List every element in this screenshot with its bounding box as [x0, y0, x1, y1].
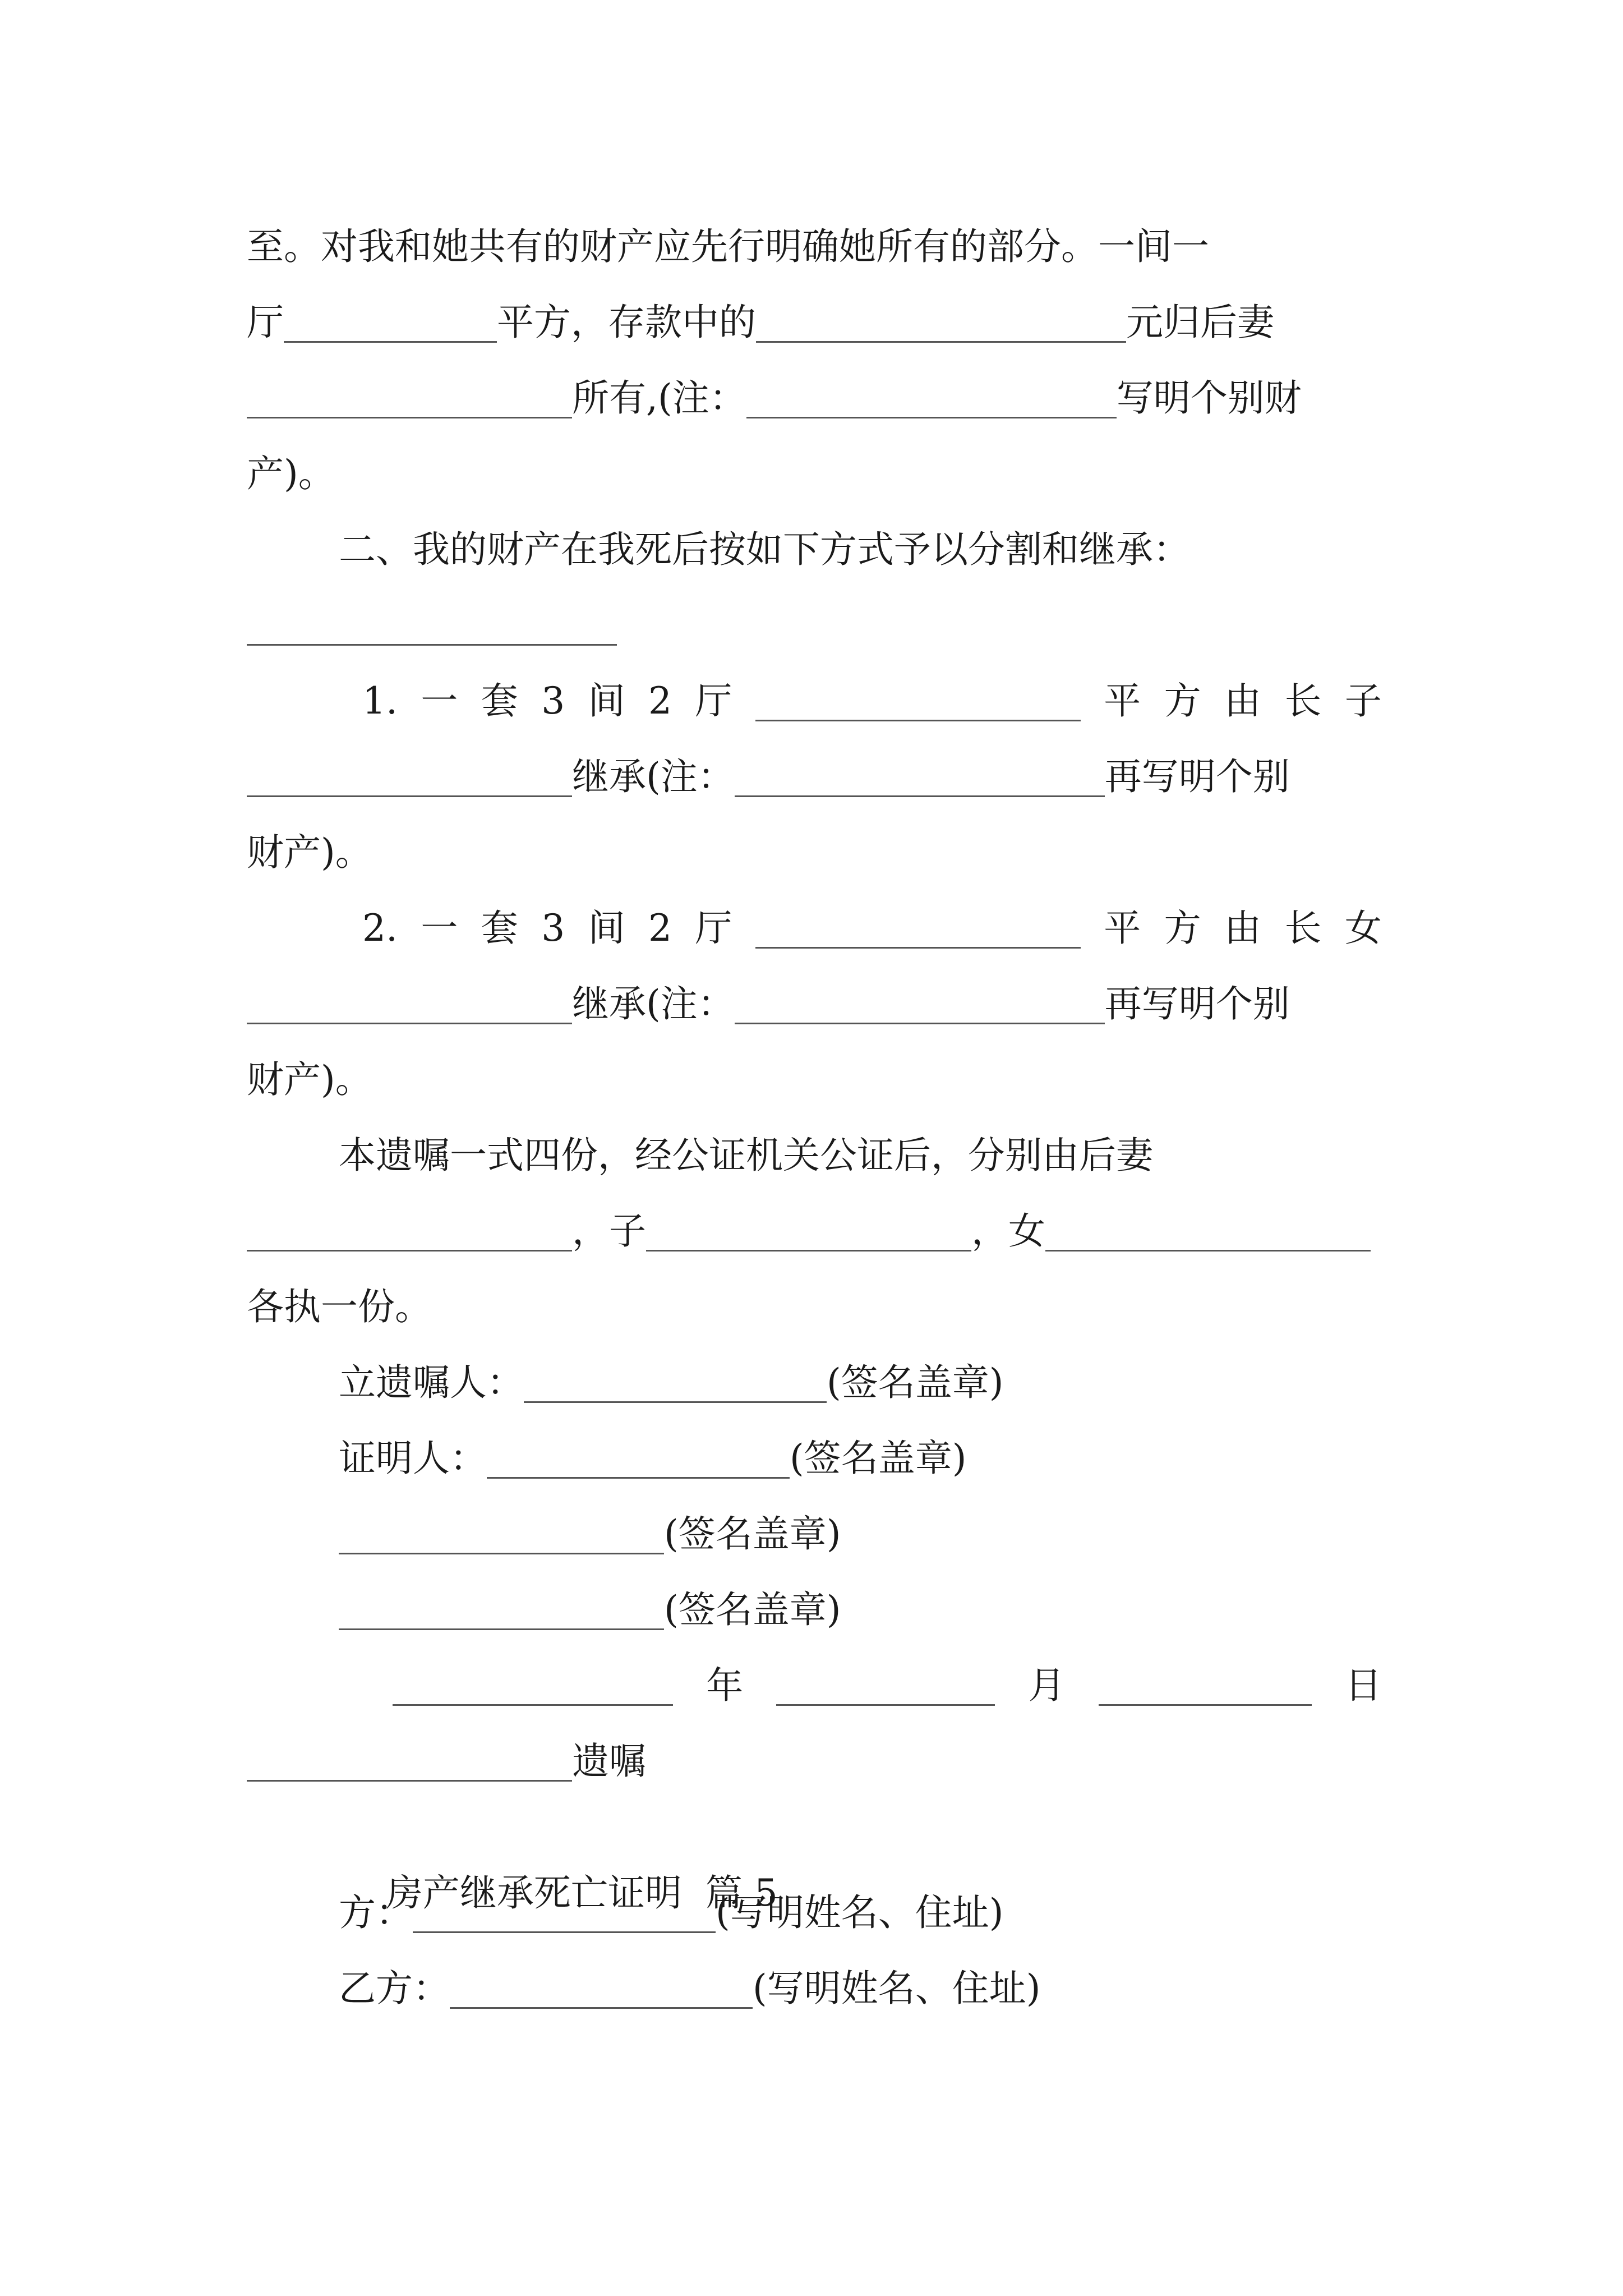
paragraph-text: 各执一份。 — [247, 1285, 432, 1328]
party-b-label: 乙方： — [339, 1967, 450, 2010]
blank-daughter-name-field[interactable] — [247, 986, 572, 1024]
text-segment: ，子 — [572, 1209, 646, 1253]
text-segment: 继承(注： — [572, 982, 735, 1025]
text-segment: 平方，存款中的 — [497, 301, 756, 344]
blank-note-field[interactable] — [746, 380, 1117, 418]
blank-house-1-field[interactable] — [755, 683, 1081, 721]
date-line — [393, 1658, 1382, 1714]
blank-witness-field[interactable] — [487, 1440, 790, 1479]
text-line — [247, 1052, 1382, 1108]
item-1-char: 2 — [648, 679, 672, 723]
party-a-line — [339, 1885, 1382, 1941]
text-segment: ，女 — [971, 1209, 1045, 1253]
text-line — [339, 1128, 1382, 1184]
will-label: 遗嘱 — [572, 1740, 646, 1783]
blank-note-field[interactable] — [735, 986, 1105, 1024]
item-2-char: 长 — [1284, 907, 1322, 950]
item-1-char: 平 — [1104, 679, 1141, 723]
paragraph-text: 财产)。 — [247, 1058, 372, 1101]
blank-deposit-field[interactable] — [756, 304, 1126, 343]
paragraph-text: 本遗嘱一式四份，经公证机关公证后，分别由后妻 — [339, 1134, 1153, 1177]
text-line — [247, 446, 1382, 502]
item-1-char: 方 — [1164, 679, 1201, 723]
item-1-char: 3 — [541, 679, 565, 723]
text-line — [247, 976, 1382, 1032]
day-label: 日 — [1344, 1664, 1382, 1707]
item-2-char: 间 — [588, 907, 625, 950]
item-1-char: 长 — [1284, 679, 1322, 723]
blank-division-field[interactable] — [247, 607, 617, 646]
text-line — [247, 1203, 1382, 1259]
item-2-char: 一 — [421, 907, 458, 950]
blank-witness-2-field[interactable] — [339, 1516, 664, 1554]
item-1-char: 由 — [1224, 679, 1262, 723]
text-segment: 元归后妻 — [1126, 301, 1274, 344]
blank-house-2-field[interactable] — [755, 910, 1081, 949]
witness-line — [339, 1506, 1382, 1562]
text-line — [247, 1733, 1382, 1789]
item-1-char: 间 — [588, 679, 625, 723]
testator-line — [339, 1355, 1382, 1411]
sign-label: (签名盖章) — [790, 1437, 967, 1480]
blank-son-name-field[interactable] — [247, 758, 572, 797]
blank-note-field[interactable] — [735, 758, 1105, 797]
sign-label: (签名盖章) — [827, 1361, 1004, 1404]
item-2-line — [362, 900, 1382, 956]
section-heading: 二、我的财产在我死后按如下方式予以分割和继承： — [339, 528, 1190, 571]
text-segment: 所有,(注： — [572, 376, 746, 420]
blank-party-a-field[interactable] — [413, 1894, 716, 1933]
witness-line — [339, 1430, 1382, 1487]
paragraph-text: 至。对我和她共有的财产应先行明确她所有的部分。一间一 — [247, 225, 1209, 268]
blank-wife-name-field[interactable] — [247, 1213, 572, 1251]
text-line — [247, 1279, 1382, 1335]
item-2-char: 由 — [1224, 907, 1262, 950]
item-1-number: 1. — [362, 679, 398, 723]
blank-son-field[interactable] — [646, 1213, 971, 1251]
paragraph-text: 财产)。 — [247, 831, 372, 874]
item-2-char: 方 — [1164, 907, 1201, 950]
name-address-label: (写明姓名、住址) — [716, 1891, 1004, 1934]
item-2-number: 2. — [362, 907, 398, 950]
item-2-char: 3 — [541, 907, 565, 950]
blank-will-field[interactable] — [247, 1743, 572, 1782]
item-1-char: 一 — [421, 679, 458, 723]
month-label: 月 — [1028, 1664, 1066, 1707]
blank-witness-3-field[interactable] — [339, 1591, 664, 1630]
section-title-text: 房产继承死亡证明 篇 5 — [385, 1871, 778, 1915]
blank-testator-field[interactable] — [524, 1364, 827, 1403]
item-1-line — [362, 673, 1382, 729]
text-line — [247, 295, 1382, 351]
witness-line — [339, 1582, 1382, 1638]
blank-wife-field[interactable] — [247, 380, 572, 418]
item-2-char: 2 — [648, 907, 672, 950]
blank-day-field[interactable] — [1099, 1667, 1312, 1706]
testator-label: 立遗嘱人： — [339, 1361, 524, 1404]
sign-label: (签名盖章) — [664, 1588, 841, 1631]
blank-month-field[interactable] — [776, 1667, 995, 1706]
year-label: 年 — [706, 1664, 744, 1707]
text-line — [247, 749, 1382, 805]
item-1-char: 厅 — [695, 679, 732, 723]
text-segment: 再写明个别 — [1104, 982, 1290, 1025]
item-1-char: 套 — [481, 679, 518, 723]
item-2-char: 平 — [1104, 907, 1141, 950]
sign-label: (签名盖章) — [664, 1512, 841, 1556]
text-line — [339, 522, 1382, 578]
party-a-label: 方： — [339, 1891, 413, 1934]
text-segment: 写明个别财 — [1116, 376, 1302, 420]
item-2-char: 厅 — [695, 907, 732, 950]
blank-area-field[interactable] — [284, 304, 497, 343]
text-segment: 厅 — [247, 301, 284, 344]
text-line — [247, 597, 1382, 654]
item-1-char: 子 — [1344, 679, 1382, 723]
party-b-line — [339, 1961, 1382, 2017]
item-2-char: 女 — [1344, 907, 1382, 950]
blank-party-b-field[interactable] — [450, 1970, 753, 2009]
witness-label: 证明人： — [339, 1437, 487, 1480]
text-line — [247, 219, 1382, 275]
text-segment: 继承(注： — [572, 755, 735, 798]
paragraph-text: 产)。 — [247, 452, 335, 495]
text-segment: 再写明个别 — [1104, 755, 1290, 798]
text-line — [247, 825, 1382, 881]
text-line — [247, 370, 1382, 426]
name-address-label: (写明姓名、住址) — [753, 1967, 1041, 2010]
blank-year-field[interactable] — [393, 1667, 673, 1706]
blank-daughter-field[interactable] — [1045, 1213, 1371, 1251]
item-2-char: 套 — [481, 907, 518, 950]
